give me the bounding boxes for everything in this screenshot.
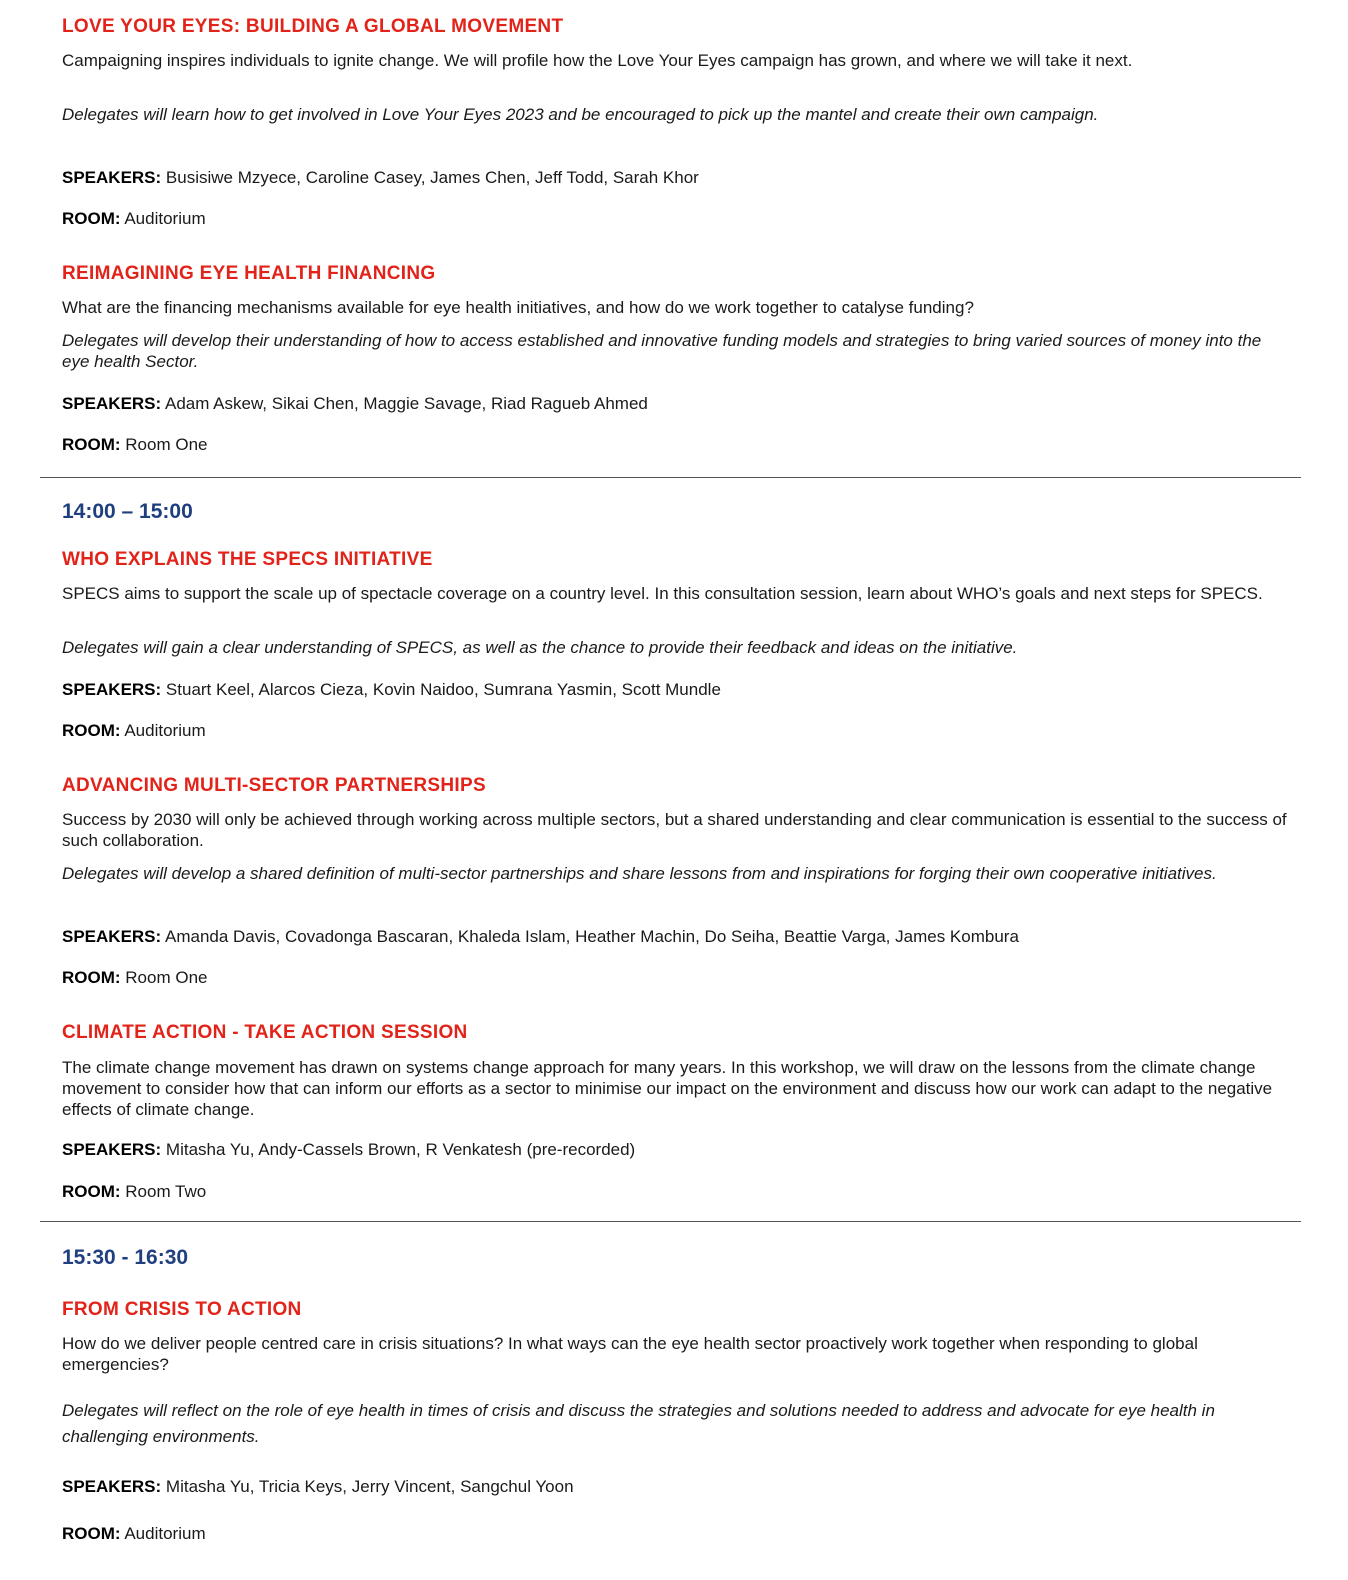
session-description: Campaigning inspires individuals to ignite change. We will profile how the Love Your Eyes campaign has grown, and where we will take it next. — [62, 51, 1133, 70]
session-title: LOVE YOUR EYES: BUILDING A GLOBAL MOVEMENT — [62, 16, 564, 37]
speakers-list: Mitasha Yu, Tricia Keys, Jerry Vincent, Sangchul Yoon — [165, 1477, 574, 1496]
session-room — [62, 434, 207, 455]
session-description: How do we deliver people centred care in crisis situations? In what ways can the eye health sector proactively work together when responding to global emergencies? — [62, 1334, 1198, 1374]
room-name: Room One — [125, 968, 208, 987]
speakers-label: SPEAKERS: — [62, 1140, 162, 1159]
session-title: FROM CRISIS TO ACTION — [62, 1299, 302, 1320]
room-name: Auditorium — [124, 1524, 206, 1543]
session-speakers — [62, 1476, 574, 1497]
session-speakers — [62, 167, 699, 188]
session-title: WHO EXPLAINS THE SPECS INITIATIVE — [62, 549, 433, 570]
time-slot-heading: 14:00 – 15:00 — [62, 500, 193, 523]
session-speakers — [62, 926, 1019, 947]
speakers-label: SPEAKERS: — [62, 927, 162, 946]
room-label: ROOM: — [62, 1182, 121, 1201]
speakers-label: SPEAKERS: — [62, 680, 162, 699]
session-title: ADVANCING MULTI-SECTOR PARTNERSHIPS — [62, 775, 486, 796]
room-name: Auditorium — [124, 721, 206, 740]
session-title: REIMAGINING EYE HEALTH FINANCING — [62, 263, 436, 284]
speakers-list: Busisiwe Mzyece, Caroline Casey, James Chen, Jeff Todd, Sarah Khor — [165, 168, 699, 187]
session-room — [62, 967, 207, 988]
session-room — [62, 1181, 206, 1202]
room-label: ROOM: — [62, 1524, 121, 1543]
room-name: Room Two — [125, 1182, 207, 1201]
room-name: Auditorium — [124, 209, 206, 228]
session-description: The climate change movement has drawn on systems change approach for many years. In this workshop, we will draw on the lessons from the climate change movement to consider how that can inform our efforts as a sector to minimise our impact on the environment and discuss how our work can adapt to the negative effects of climate change. — [62, 1058, 1273, 1119]
room-label: ROOM: — [62, 435, 121, 454]
session-speakers — [62, 393, 648, 414]
session-outcome: Delegates will gain a clear understanding of SPECS, as well as the chance to provide their feedback and ideas on the initiative. — [62, 638, 1018, 657]
session-room — [62, 720, 206, 741]
session-title: CLIMATE ACTION - TAKE ACTION SESSION — [62, 1022, 468, 1043]
room-label: ROOM: — [62, 968, 121, 987]
speakers-label: SPEAKERS: — [62, 394, 162, 413]
session-speakers — [62, 1139, 635, 1160]
section-divider — [40, 477, 1301, 478]
time-slot-heading: 15:30 - 16:30 — [62, 1246, 189, 1269]
session-speakers — [62, 679, 721, 700]
session-room — [62, 1523, 206, 1544]
speakers-list: Mitasha Yu, Andy-Cassels Brown, R Venkatesh (pre-recorded) — [165, 1140, 636, 1159]
session-description: Success by 2030 will only be achieved through working across multiple sectors, but a shared understanding and clear communication is essential to the success of such collaboration. — [62, 810, 1287, 850]
session-outcome: Delegates will learn how to get involved in Love Your Eyes 2023 and be encouraged to pick up the mantel and create their own campaign. — [62, 105, 1099, 124]
session-outcome: Delegates will develop a shared definition of multi-sector partnerships and share lessons from and inspirations for forging their own cooperative initiatives. — [62, 864, 1217, 883]
room-label: ROOM: — [62, 209, 121, 228]
room-label: ROOM: — [62, 721, 121, 740]
session-description: SPECS aims to support the scale up of spectacle coverage on a country level. In this consultation session, learn about WHO’s goals and next steps for SPECS. — [62, 584, 1263, 603]
speakers-list: Adam Askew, Sikai Chen, Maggie Savage, Riad Ragueb Ahmed — [164, 394, 648, 413]
room-name: Room One — [125, 435, 208, 454]
speakers-list: Amanda Davis, Covadonga Bascaran, Khaleda Islam, Heather Machin, Do Seiha, Beattie Varga, James Kombura — [164, 927, 1019, 946]
session-outcome: Delegates will develop their understanding of how to access established and innovative funding models and strategies to bring varied sources of money into the eye health Sector. — [62, 331, 1262, 371]
speakers-label: SPEAKERS: — [62, 168, 162, 187]
speakers-list: Stuart Keel, Alarcos Cieza, Kovin Naidoo, Sumrana Yasmin, Scott Mundle — [165, 680, 721, 699]
section-divider — [40, 1221, 1301, 1222]
session-description: What are the financing mechanisms available for eye health initiatives, and how do we work together to catalyse funding? — [62, 298, 974, 317]
session-room — [62, 208, 206, 229]
session-outcome: Delegates will reflect on the role of eye health in times of crisis and discuss the strategies and solutions needed to address and advocate for eye health in challenging environments. — [62, 1401, 1215, 1446]
speakers-label: SPEAKERS: — [62, 1477, 162, 1496]
